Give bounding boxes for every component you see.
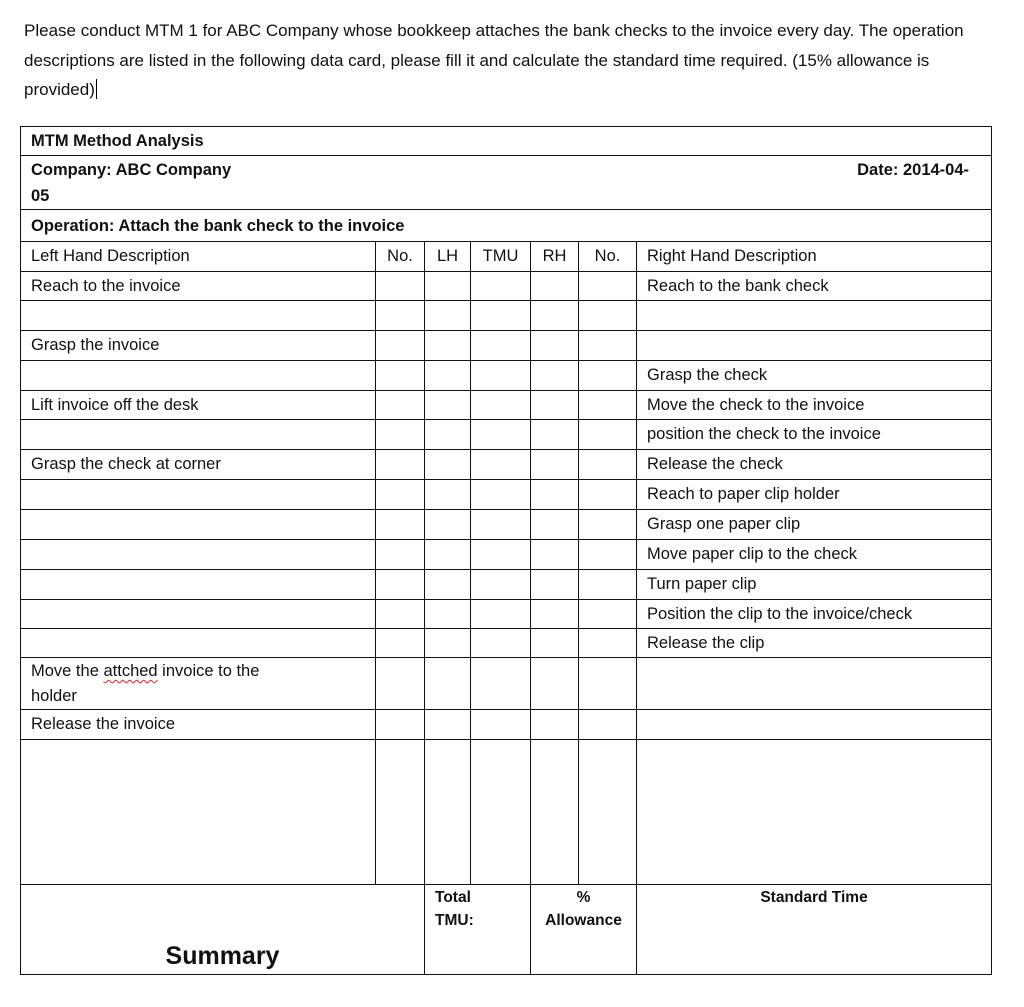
input-cell[interactable] bbox=[471, 540, 531, 570]
left-desc-cell: Release the invoice bbox=[21, 710, 376, 740]
input-cell[interactable] bbox=[579, 510, 637, 540]
right-desc-cell: Position the clip to the invoice/check bbox=[637, 600, 992, 629]
input-cell[interactable] bbox=[471, 710, 531, 740]
text: holder bbox=[31, 687, 77, 705]
table-row bbox=[21, 710, 992, 740]
input-cell[interactable] bbox=[579, 710, 637, 740]
table-row bbox=[21, 391, 992, 420]
question-text bbox=[24, 16, 984, 105]
table-row bbox=[21, 658, 992, 710]
input-cell[interactable] bbox=[425, 600, 471, 629]
summary-row bbox=[21, 885, 992, 975]
table-row bbox=[21, 450, 992, 480]
input-cell[interactable] bbox=[425, 629, 471, 658]
input-cell[interactable] bbox=[471, 272, 531, 301]
left-desc-cell[interactable] bbox=[21, 301, 376, 331]
input-cell[interactable] bbox=[471, 361, 531, 391]
question-body: Please conduct MTM 1 for ABC Company whose bookkeep attaches the bank checks to the invoice every day. The operation descriptions are listed in the following data card, please fill it and calculate the standard time required. (15% allowance is provided) bbox=[24, 21, 964, 99]
input-cell[interactable] bbox=[425, 480, 471, 510]
header-row bbox=[21, 242, 992, 272]
input-cell[interactable] bbox=[425, 540, 471, 570]
input-cell[interactable] bbox=[471, 420, 531, 450]
input-cell[interactable] bbox=[531, 272, 579, 301]
standard-time-cell[interactable]: Standard Time bbox=[637, 885, 992, 975]
right-desc-cell[interactable] bbox=[637, 301, 992, 331]
header-rh: RH bbox=[531, 242, 579, 272]
input-cell[interactable] bbox=[471, 391, 531, 420]
table-row bbox=[21, 420, 992, 450]
left-desc-cell[interactable] bbox=[21, 629, 376, 658]
input-cell[interactable] bbox=[376, 450, 425, 480]
input-cell[interactable] bbox=[471, 658, 531, 710]
table-row bbox=[21, 480, 992, 510]
input-cell[interactable] bbox=[531, 570, 579, 600]
right-desc-cell: Grasp one paper clip bbox=[637, 510, 992, 540]
input-cell[interactable] bbox=[376, 272, 425, 301]
input-cell[interactable] bbox=[579, 301, 637, 331]
spelling-error-word[interactable]: attched bbox=[103, 662, 158, 680]
input-cell[interactable] bbox=[579, 450, 637, 480]
input-cell[interactable] bbox=[579, 740, 637, 885]
company-date-row bbox=[21, 156, 992, 210]
right-desc-cell: Reach to the bank check bbox=[637, 272, 992, 301]
input-cell[interactable] bbox=[579, 391, 637, 420]
input-cell[interactable] bbox=[579, 480, 637, 510]
input-cell[interactable] bbox=[425, 570, 471, 600]
input-cell[interactable] bbox=[531, 510, 579, 540]
input-cell[interactable] bbox=[425, 740, 471, 885]
input-cell[interactable] bbox=[471, 301, 531, 331]
header-tmu: TMU bbox=[471, 242, 531, 272]
operation-label: Operation: Attach the bank check to the invoice bbox=[21, 210, 992, 242]
summary-label: Summary bbox=[21, 885, 425, 975]
input-cell[interactable] bbox=[376, 480, 425, 510]
left-desc-cell[interactable] bbox=[21, 600, 376, 629]
table-row bbox=[21, 272, 992, 301]
input-cell[interactable] bbox=[376, 658, 425, 710]
input-cell[interactable] bbox=[471, 450, 531, 480]
right-desc-cell: Grasp the check bbox=[637, 361, 992, 391]
input-cell[interactable] bbox=[579, 420, 637, 450]
input-cell[interactable] bbox=[425, 391, 471, 420]
input-cell[interactable] bbox=[471, 740, 531, 885]
left-desc-cell[interactable] bbox=[21, 510, 376, 540]
input-cell[interactable] bbox=[425, 301, 471, 331]
input-cell[interactable] bbox=[425, 450, 471, 480]
input-cell[interactable] bbox=[376, 331, 425, 361]
right-desc-cell[interactable] bbox=[637, 331, 992, 361]
input-cell[interactable] bbox=[21, 740, 376, 885]
input-cell[interactable] bbox=[425, 420, 471, 450]
card-title: MTM Method Analysis bbox=[21, 127, 992, 156]
date-continuation: 05 bbox=[31, 187, 50, 205]
input-cell[interactable] bbox=[425, 510, 471, 540]
input-cell[interactable] bbox=[471, 331, 531, 361]
input-cell[interactable] bbox=[425, 272, 471, 301]
text: invoice to the bbox=[157, 662, 260, 680]
table-row bbox=[21, 510, 992, 540]
input-cell[interactable] bbox=[531, 331, 579, 361]
input-cell[interactable] bbox=[531, 740, 579, 885]
input-cell[interactable] bbox=[471, 600, 531, 629]
total-label: Total bbox=[435, 889, 471, 906]
date-label: Date: 2014-04- bbox=[857, 161, 970, 179]
left-desc-cell bbox=[21, 658, 376, 710]
input-cell[interactable] bbox=[531, 629, 579, 658]
input-cell[interactable] bbox=[579, 540, 637, 570]
input-cell[interactable] bbox=[531, 391, 579, 420]
input-cell[interactable] bbox=[531, 710, 579, 740]
input-cell[interactable] bbox=[376, 710, 425, 740]
table-row bbox=[21, 331, 992, 361]
right-desc-cell: Release the check bbox=[637, 450, 992, 480]
input-cell[interactable] bbox=[531, 540, 579, 570]
right-desc-cell: position the check to the invoice bbox=[637, 420, 992, 450]
total-tmu-cell[interactable] bbox=[425, 885, 531, 975]
blank-row bbox=[21, 740, 992, 885]
left-desc-cell[interactable] bbox=[21, 361, 376, 391]
left-desc-cell[interactable] bbox=[21, 480, 376, 510]
input-cell[interactable] bbox=[376, 420, 425, 450]
input-cell[interactable] bbox=[531, 420, 579, 450]
input-cell[interactable] bbox=[579, 600, 637, 629]
left-desc-cell[interactable] bbox=[21, 540, 376, 570]
input-cell[interactable] bbox=[579, 272, 637, 301]
input-cell[interactable] bbox=[425, 361, 471, 391]
input-cell[interactable] bbox=[471, 510, 531, 540]
table-row bbox=[21, 600, 992, 629]
left-desc-cell[interactable] bbox=[21, 570, 376, 600]
input-cell[interactable] bbox=[376, 510, 425, 540]
input-cell[interactable] bbox=[579, 570, 637, 600]
input-cell[interactable] bbox=[579, 331, 637, 361]
allowance-label: Allowance bbox=[545, 912, 622, 929]
input-cell[interactable] bbox=[376, 629, 425, 658]
table-row bbox=[21, 540, 992, 570]
left-desc-cell: Reach to the invoice bbox=[21, 272, 376, 301]
left-desc-cell: Grasp the invoice bbox=[21, 331, 376, 361]
right-desc-cell[interactable] bbox=[637, 710, 992, 740]
input-cell[interactable] bbox=[531, 600, 579, 629]
input-cell[interactable] bbox=[376, 740, 425, 885]
input-cell[interactable] bbox=[531, 361, 579, 391]
input-cell[interactable] bbox=[579, 361, 637, 391]
input-cell[interactable] bbox=[376, 391, 425, 420]
input-cell[interactable] bbox=[425, 658, 471, 710]
input-cell[interactable] bbox=[376, 301, 425, 331]
right-desc-cell: Move the check to the invoice bbox=[637, 391, 992, 420]
input-cell[interactable] bbox=[579, 629, 637, 658]
input-cell[interactable] bbox=[425, 710, 471, 740]
input-cell[interactable] bbox=[471, 480, 531, 510]
right-desc-cell: Reach to paper clip holder bbox=[637, 480, 992, 510]
input-cell[interactable] bbox=[531, 658, 579, 710]
right-desc-cell[interactable] bbox=[637, 658, 992, 710]
header-no-left: No. bbox=[376, 242, 425, 272]
right-desc-cell: Move paper clip to the check bbox=[637, 540, 992, 570]
left-desc-cell: Lift invoice off the desk bbox=[21, 391, 376, 420]
table-row bbox=[21, 301, 992, 331]
percent-label: % bbox=[576, 889, 591, 906]
input-cell[interactable] bbox=[376, 570, 425, 600]
header-lh: LH bbox=[425, 242, 471, 272]
right-desc-cell: Release the clip bbox=[637, 629, 992, 658]
right-desc-cell[interactable] bbox=[637, 740, 992, 885]
input-cell[interactable] bbox=[471, 570, 531, 600]
input-cell[interactable] bbox=[376, 540, 425, 570]
right-desc-cell: Turn paper clip bbox=[637, 570, 992, 600]
left-desc-cell[interactable] bbox=[21, 420, 376, 450]
header-no-right: No. bbox=[579, 242, 637, 272]
tmu-label: TMU: bbox=[435, 912, 474, 929]
input-cell[interactable] bbox=[531, 450, 579, 480]
input-cell[interactable] bbox=[579, 658, 637, 710]
table-row bbox=[21, 629, 992, 658]
table-row bbox=[21, 361, 992, 391]
header-left-desc: Left Hand Description bbox=[21, 242, 376, 272]
input-cell[interactable] bbox=[425, 331, 471, 361]
input-cell[interactable] bbox=[531, 480, 579, 510]
input-cell[interactable] bbox=[471, 629, 531, 658]
input-cell[interactable] bbox=[376, 600, 425, 629]
table-row bbox=[21, 570, 992, 600]
header-right-desc: Right Hand Description bbox=[637, 242, 992, 272]
input-cell[interactable] bbox=[531, 301, 579, 331]
text-cursor bbox=[96, 79, 97, 99]
input-cell[interactable] bbox=[376, 361, 425, 391]
left-desc-cell: Grasp the check at corner bbox=[21, 450, 376, 480]
company-label: Company: ABC Company bbox=[31, 161, 232, 179]
mtm-data-card bbox=[20, 126, 992, 975]
allowance-cell[interactable] bbox=[531, 885, 637, 975]
text: Move the bbox=[31, 662, 104, 680]
